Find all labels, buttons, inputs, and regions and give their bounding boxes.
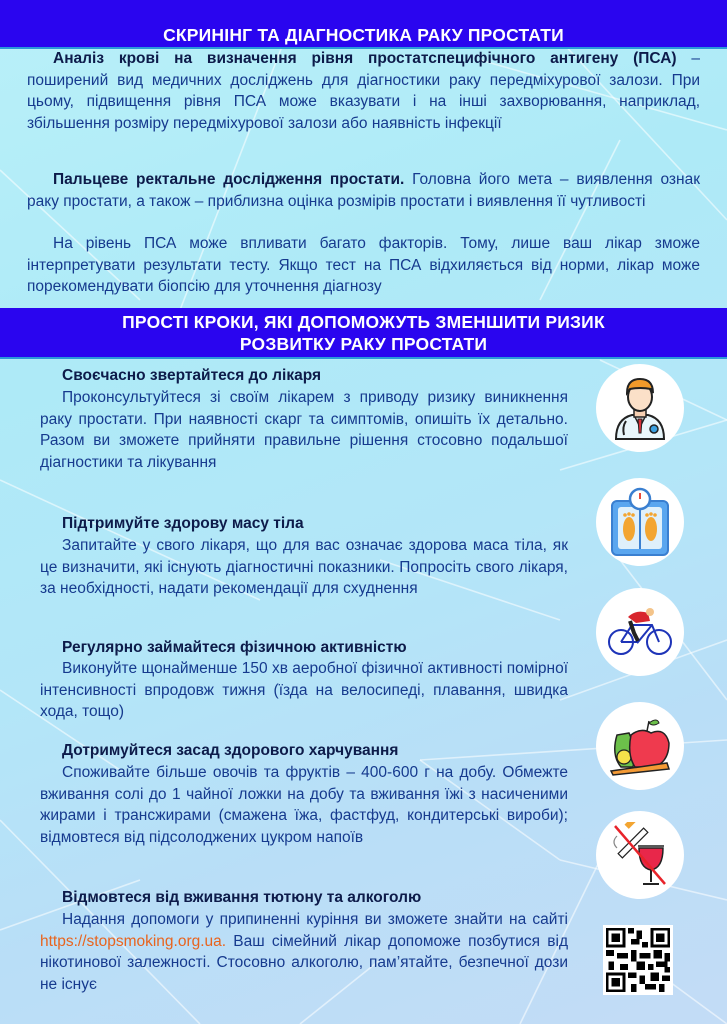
paragraph-rectal-exam [27, 169, 700, 212]
doctor-icon-circle [596, 364, 684, 452]
paragraph-psa-factors-text: На рівень ПСА може впливати багато факторів. Тому, лише ваш лікар зможе інтерпретувати результати тесту. Якщо тест на ПСА відхиляється від норми, лікар може порекомендувати біопсію для уточнення діагнозу [27, 235, 700, 295]
paragraph-psa-factors [27, 233, 700, 298]
step-body-physical-activity [40, 658, 568, 723]
section-title-screening: СКРИНІНГ ТА ДІАГНОСТИКА РАКУ ПРОСТАТИ [163, 25, 564, 45]
step-body-healthy-weight-text: Запитайте у свого лікаря, що для вас означає здорова маса тіла, як це визначити, які існують діагностичні показники. Попросіть свого лікаря, за необхідності, надати рекомендації для схуднення [40, 537, 568, 597]
step-body-healthy-weight [40, 535, 568, 600]
step-title-healthy-weight: Підтримуйте здорову масу тіла [62, 515, 304, 532]
step-body-no-tobacco-text-1: Надання допомоги у припиненні куріння ви зможете знайти на сайті [62, 911, 568, 928]
section-banner-prevention [0, 308, 727, 359]
fruits-vegetables-icon-circle [596, 702, 684, 790]
no-smoking-no-alcohol-icon [609, 822, 671, 888]
section-title-prevention-line1: ПРОСТІ КРОКИ, ЯКІ ДОПОМОЖУТЬ ЗМЕНШИТИ РИЗИК [122, 312, 605, 332]
scale-icon-circle [596, 478, 684, 566]
step-body-healthy-eating [40, 762, 568, 848]
paragraph-psa-test-bold: Аналіз крові на визначення рівня простатспецифічного антигену (ПСА) [53, 50, 677, 67]
cyclist-icon [606, 607, 674, 657]
step-body-see-doctor-text: Проконсультуйтеся зі своїм лікарем з приводу ризику виникнення раку простати. При наявності скарг та симптомів, опишіть їх детально. Разом ви зможете прийняти правильне рішення стосовно подальшої діагностики та лікування [40, 389, 568, 471]
step-body-physical-activity-text: Виконуйте щонайменше 150 хв аеробної фізичної активності помірної інтенсивності впродовж тижня (їзда на велосипеді, плавання, швидка хода, тощо) [40, 660, 568, 720]
fruits-vegetables-icon [607, 715, 673, 777]
stopsmoking-link[interactable]: https://stopsmoking.org.ua. [40, 932, 227, 950]
section-banner-screening [0, 0, 727, 49]
section-title-prevention-line2: РОЗВИТКУ РАКУ ПРОСТАТИ [239, 334, 488, 354]
step-title-see-doctor: Своєчасно звертайтеся до лікаря [62, 367, 322, 384]
step-title-healthy-eating: Дотримуйтеся засад здорового харчування [62, 742, 399, 759]
qr-code[interactable] [603, 925, 673, 995]
doctor-icon [610, 375, 670, 441]
cyclist-icon-circle [596, 588, 684, 676]
scale-icon [609, 487, 671, 557]
step-body-healthy-eating-text: Споживайте більше овочів та фруктів – 400-600 г на добу. Обмежте вживання солі до 1 чайної ложки на добу та вживання їжі з насиченими жирами і трансжирами (смажена їжа, фастфуд, кондитерські вироби); відмовтеся від підсолоджених цукром напоїв [40, 764, 568, 846]
paragraph-psa-test [27, 48, 700, 134]
paragraph-rectal-exam-bold: Пальцеве ректальне дослідження простати. [53, 171, 405, 188]
step-body-no-tobacco-text-2: Ваш сімейний лікар допоможе позбутися від нікотинової залежності. Стосовно алкоголю, пам’ятайте, безпечної дози не існує [40, 932, 568, 993]
paragraph-psa-test-text: – поширений вид медичних досліджень для діагностики раку передміхурової залози. При цьому, підвищення рівня ПСА може вказувати і на інші захворювання, наприклад, збільшення розміру передміхурової залози або наявність інфекції [27, 50, 700, 132]
qr-code-pattern [603, 925, 673, 995]
step-body-no-tobacco-alcohol [40, 909, 568, 995]
paragraph-rectal-exam-text: Головна його мета – виявлення ознак раку простати, а також – приблизна оцінка розмірів простати і виявлення її чутливості [27, 171, 700, 210]
step-title-physical-activity: Регулярно займайтеся фізичною активністю [62, 639, 407, 656]
no-smoking-no-alcohol-icon-circle [596, 811, 684, 899]
step-body-see-doctor [40, 387, 568, 473]
step-title-no-tobacco-alcohol: Відмовтеся від вживання тютюну та алкоголю [62, 889, 422, 906]
